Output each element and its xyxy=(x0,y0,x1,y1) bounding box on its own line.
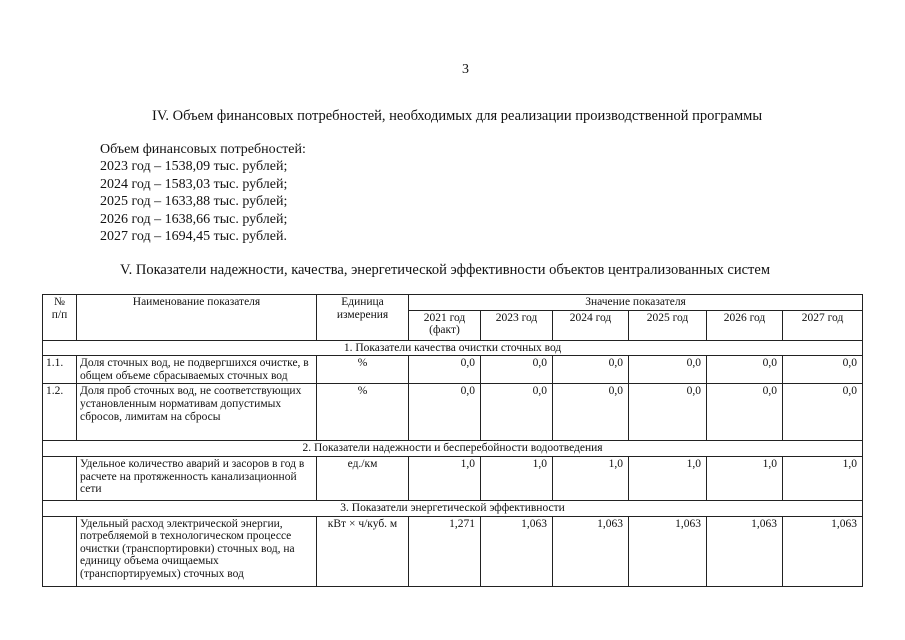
row-value: 1,0 xyxy=(707,456,783,500)
row-name: Доля проб сточных вод, не соответствующих установленным нормативам допустимых сбросов, лимитам на сбросы xyxy=(77,384,317,441)
table-row xyxy=(43,356,863,384)
row-name: Удельное количество аварий и засоров в год в расчете на протяженность канализационной сети xyxy=(77,456,317,500)
header-value-group: Значение показателя xyxy=(409,295,863,311)
financial-needs-block xyxy=(100,141,306,245)
financial-needs-intro: Объем финансовых потребностей: xyxy=(100,142,306,157)
row-value: 1,063 xyxy=(481,516,553,586)
row-value: 0,0 xyxy=(481,356,553,384)
table-row xyxy=(43,456,863,500)
row-value: 1,063 xyxy=(783,516,863,586)
row-value: 1,0 xyxy=(553,456,629,500)
row-unit: % xyxy=(317,356,409,384)
row-value: 0,0 xyxy=(409,384,481,441)
table-row xyxy=(43,516,863,586)
row-name: Удельный расход электрической энергии, потребляемой в технологическом процессе очистки (транспортировки) сточных вод, на единицу объема очищаемых (транспортируемых) сточных вод xyxy=(77,516,317,586)
row-value: 0,0 xyxy=(629,356,707,384)
row-value: 0,0 xyxy=(553,356,629,384)
row-value: 0,0 xyxy=(553,384,629,441)
group-title: 2. Показатели надежности и бесперебойности водоотведения xyxy=(43,441,863,457)
row-value: 1,0 xyxy=(629,456,707,500)
header-year: 2023 год xyxy=(481,310,553,340)
row-name: Доля сточных вод, не подвергшихся очистке, в общем объеме сбрасываемых сточных вод xyxy=(77,356,317,384)
section-4-title: IV. Объем финансовых потребностей, необходимых для реализации производственной программы xyxy=(152,108,763,124)
row-unit: кВт × ч/куб. м xyxy=(317,516,409,586)
row-num: 1.2. xyxy=(43,384,77,441)
row-value: 0,0 xyxy=(707,356,783,384)
section-5-title: V. Показатели надежности, качества, энергетической эффективности объектов централизованных систем xyxy=(120,262,771,278)
row-value: 1,0 xyxy=(481,456,553,500)
row-num xyxy=(43,516,77,586)
row-value: 0,0 xyxy=(409,356,481,384)
indicators-table xyxy=(42,294,863,587)
row-value: 1,063 xyxy=(629,516,707,586)
group-title: 1. Показатели качества очистки сточных вод xyxy=(43,340,863,356)
group-title: 3. Показатели энергетической эффективности xyxy=(43,500,863,516)
row-value: 0,0 xyxy=(707,384,783,441)
row-unit: ед./км xyxy=(317,456,409,500)
table-row xyxy=(43,384,863,441)
row-value: 1,0 xyxy=(409,456,481,500)
row-value: 0,0 xyxy=(783,384,863,441)
row-unit: % xyxy=(317,384,409,441)
row-value: 0,0 xyxy=(481,384,553,441)
row-value: 1,0 xyxy=(783,456,863,500)
header-year: 2026 год xyxy=(707,310,783,340)
page-number: 3 xyxy=(462,62,469,77)
row-value: 1,271 xyxy=(409,516,481,586)
header-name: Наименование показателя xyxy=(77,295,317,341)
row-num: 1.1. xyxy=(43,356,77,384)
row-value: 0,0 xyxy=(629,384,707,441)
financial-needs-line: 2027 год – 1694,45 тыс. рублей. xyxy=(100,229,287,245)
header-year: 2021 год (факт) xyxy=(409,310,481,340)
financial-needs-line: 2023 год – 1538,09 тыс. рублей; xyxy=(100,159,288,175)
row-value: 0,0 xyxy=(783,356,863,384)
financial-needs-line: 2026 год – 1638,66 тыс. рублей; xyxy=(100,211,288,227)
row-num xyxy=(43,456,77,500)
header-year: 2027 год xyxy=(783,310,863,340)
financial-needs-line: 2024 год – 1583,03 тыс. рублей; xyxy=(100,176,288,192)
header-num: № п/п xyxy=(43,295,77,341)
row-value: 1,063 xyxy=(707,516,783,586)
row-value: 1,063 xyxy=(553,516,629,586)
financial-needs-line: 2025 год – 1633,88 тыс. рублей; xyxy=(100,194,288,210)
header-year: 2024 год xyxy=(553,310,629,340)
header-year: 2025 год xyxy=(629,310,707,340)
header-unit: Единица измерения xyxy=(317,295,409,341)
